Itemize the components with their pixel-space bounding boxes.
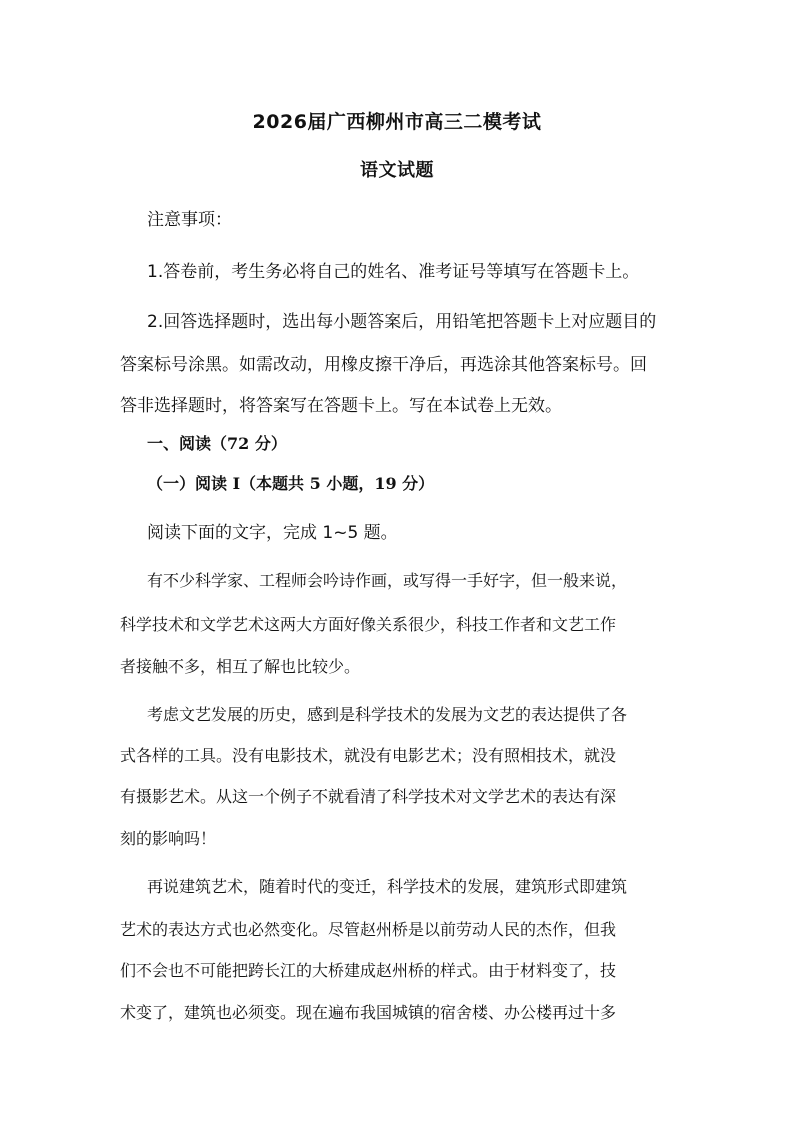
notice-heading: 注意事项：	[147, 210, 232, 230]
passage-p2-line-2: 式各样的工具。没有电影技术，就没有电影艺术；没有照相技术，就没	[120, 746, 617, 765]
passage-p1-line-1: 有不少科学家、工程师会吟诗作画，或写得一手好字，但一般来说，	[147, 571, 628, 590]
passage-p1-line-2: 科学技术和文学艺术这两大方面好像关系很少，科技工作者和文艺工作	[120, 615, 617, 634]
passage-p3-line-3: 们不会也不可能把跨长江的大桥建成赵州桥的样式。由于材料变了，技	[120, 961, 617, 980]
passage-p2-line-4: 刻的影响吗！	[120, 829, 217, 848]
notice-item-2-line-2: 答案标号涂黑。如需改动，用橡皮擦干净后，再选涂其他答案标号。回	[120, 355, 647, 375]
subject-title: 语文试题	[360, 160, 434, 181]
section-heading: 一、阅读（72 分）	[147, 434, 287, 453]
passage-p3-line-2: 艺术的表达方式也必然变化。尽管赵州桥是以前劳动人民的杰作，但我	[120, 920, 617, 939]
notice-item-2-line-3: 答非选择题时，将答案写在答题卡上。写在本试卷上无效。	[120, 396, 562, 416]
notice-item-1: 1.答卷前，考生务必将自己的姓名、准考证号等填写在答题卡上。	[147, 262, 640, 282]
notice-item-2-line-1: 2.回答选择题时，选出每小题答案后，用铅笔把答题卡上对应题目的	[147, 312, 657, 332]
passage-p2-line-1: 考虑文艺发展的历史，感到是科学技术的发展为文艺的表达提供了各	[147, 705, 628, 724]
exam-title: 2026届广西柳州市高三二模考试	[252, 111, 542, 133]
passage-p3-line-1: 再说建筑艺术，随着时代的变迁，科学技术的发展，建筑形式即建筑	[147, 877, 628, 896]
passage-p3-line-4: 术变了，建筑也必须变。现在遍布我国城镇的宿舍楼、办公楼再过十多	[120, 1003, 617, 1022]
passage-p1-line-3: 者接触不多，相互了解也比较少。	[120, 657, 361, 676]
passage-p2-line-3: 有摄影艺术。从这一个例子不就看清了科学技术对文学艺术的表达有深	[120, 787, 617, 806]
reading-instruction: 阅读下面的文字，完成 1~5 题。	[147, 523, 398, 543]
section-subheading: （一）阅读 I（本题共 5 小题，19 分）	[147, 474, 435, 493]
